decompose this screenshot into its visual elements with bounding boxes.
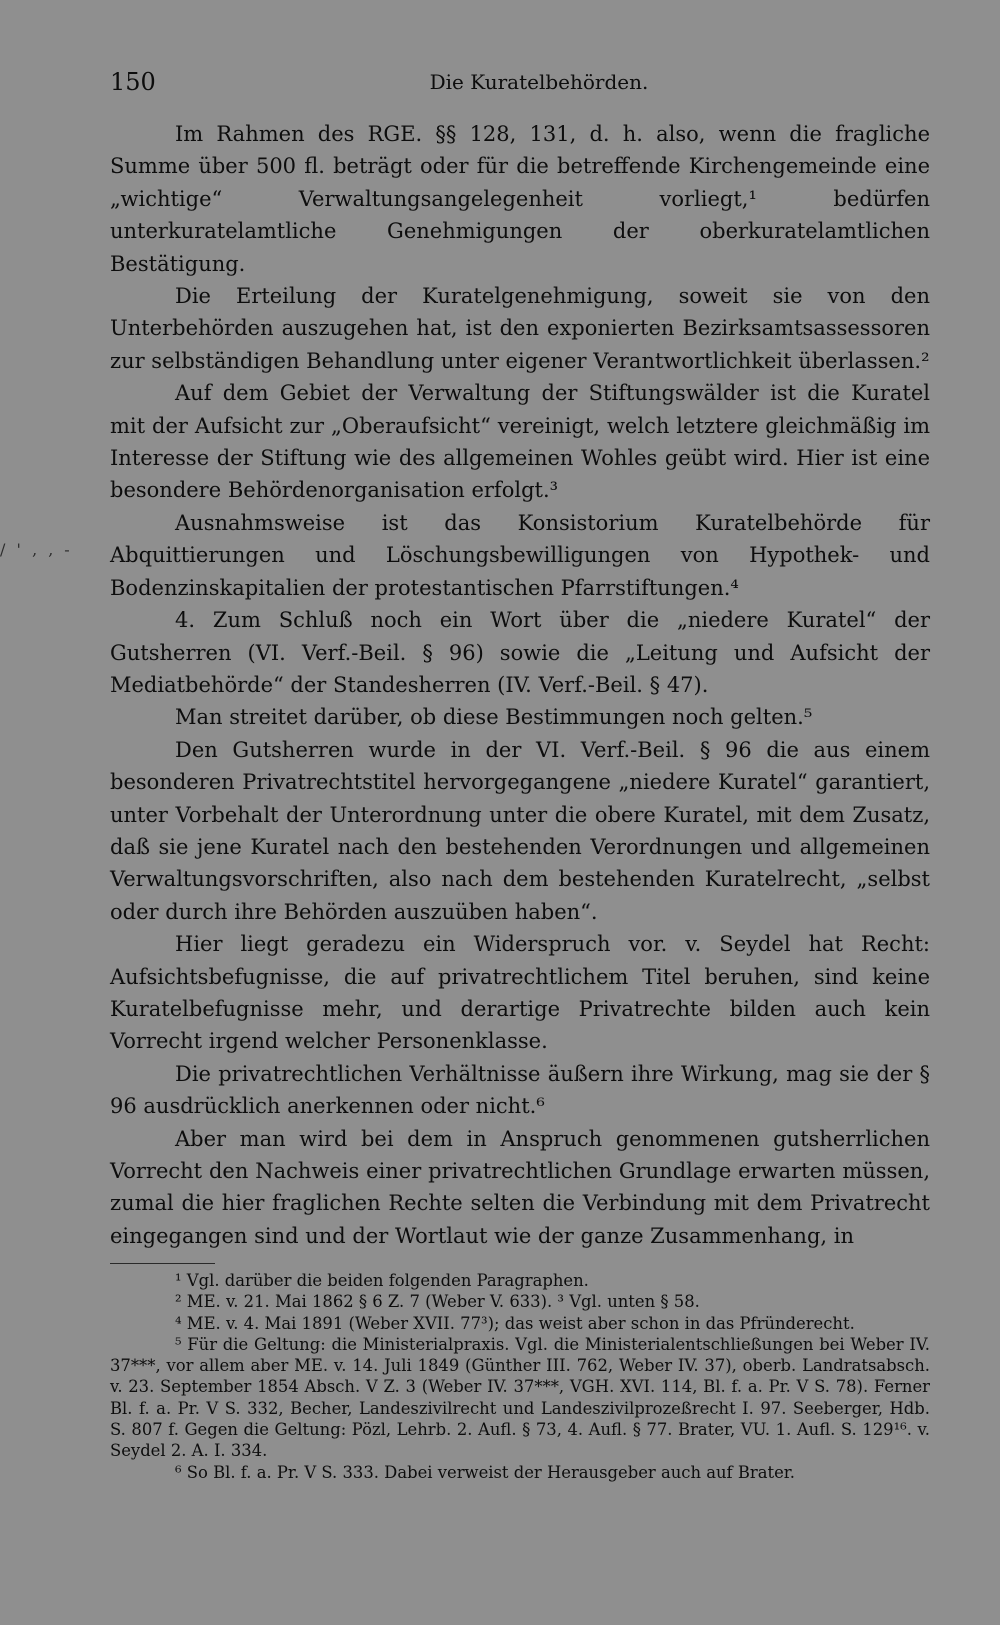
- paragraph: Hier liegt geradezu ein Widerspruch vor. v. Seydel hat Recht: Aufsichtsbefugnisse, die auf privatrechtlichem Titel beruhen, sind keine Kuratelbefugnisse mehr, und derartige Privatrechte bilden auch kein Vorrecht irgend welcher Personenklasse.: [110, 932, 930, 1054]
- body-text: [110, 118, 930, 1252]
- footnote: ¹ Vgl. darüber die beiden folgenden Paragraphen.: [175, 1271, 589, 1290]
- footnote: ⁶ So Bl. f. a. Pr. V S. 333. Dabei verweist der Herausgeber auch auf Brater.: [175, 1462, 796, 1482]
- paragraph: Aber man wird bei dem in Anspruch genommenen gutsherrlichen Vorrecht den Nachweis einer privatrechtlichen Grundlage erwarten müssen, zumal die hier fraglichen Rechte selten die Verbindung mit dem Privatrecht eingegangen sind und der Wortlaut wie der ganze Zusammenhang, in: [110, 1126, 930, 1248]
- running-head: Die Kuratelbehörden.: [429, 70, 649, 94]
- paragraph: Man streitet darüber, ob diese Bestimmungen noch gelten.⁵: [175, 705, 813, 730]
- margin-mark: / ' ‚ ‚ -: [0, 540, 73, 559]
- footnote: ⁴ ME. v. 4. Mai 1891 (Weber XVII. 77³); das weist aber schon in das Pfründerecht.: [175, 1313, 855, 1333]
- footnote: ⁵ Für die Geltung: die Ministerialpraxis. Vgl. die Ministerialentschließungen bei Weber IV. 37***, vor allem aber ME. v. 14. Juli 1849 (Günther III. 762, Weber IV. 37), oberb. Landratsabsch. v. 23. September 1854 Absch. V Z. 3 (Weber IV. 37***, VGH. XVI. 114, Bl. f. a. Pr. V S. 78). Ferner Bl. f. a. Pr. V S. 332, Becher, Landeszivilrecht und Landeszivilprozeßrecht I. 97. Seeberger, Hdb. S. 807 f. Gegen die Geltung: Pözl, Lehrb. 2. Aufl. § 73, 4. Aufl. § 77. Brater, VU. 1. Aufl. S. 129¹⁶. v. Seydel 2. A. I. 334.: [110, 1334, 930, 1461]
- paragraph: Auf dem Gebiet der Verwaltung der Stiftungswälder ist die Kuratel mit der Aufsicht zur „Oberaufsicht“ vereinigt, welch letztere gleichmäßig im Interesse der Stiftung wie des allgemeinen Wohles geübt wird. Hier ist eine besondere Behördenorganisation erfolgt.³: [110, 381, 930, 503]
- paragraph: Ausnahmsweise ist das Konsistorium Kuratelbehörde für Abquittierungen und Löschungsbewilligungen von Hypothek- und Bodenzinskapitalien der protestantischen Pfarrstiftungen.⁴: [110, 510, 930, 600]
- page-number: 150: [110, 68, 156, 96]
- footnote-rule: [110, 1263, 215, 1264]
- paragraph: Die privatrechtlichen Verhältnisse äußern ihre Wirkung, mag sie der § 96 ausdrücklich anerkennen oder nicht.⁶: [110, 1061, 930, 1119]
- paragraph: Die Erteilung der Kuratelgenehmigung, soweit sie von den Unterbehörden auszugehen hat, ist den exponierten Bezirksamtsassessoren zur selbständigen Behandlung unter eigener Verantwortlichkeit überlassen.²: [110, 284, 930, 373]
- footnote: ² ME. v. 21. Mai 1862 § 6 Z. 7 (Weber V. 633). ³ Vgl. unten § 58.: [175, 1292, 700, 1312]
- paragraph: Im Rahmen des RGE. §§ 128, 131, d. h. also, wenn die fragliche Summe über 500 fl. beträgt oder für die betreffende Kirchengemeinde eine „wichtige“ Verwaltungsangelegenheit vorliegt,¹ bedürfen unterkuratelamtliche Genehmigungen der oberkuratelamtlichen Bestätigung.: [110, 122, 930, 276]
- page-header: [110, 68, 928, 104]
- footnotes: [110, 1270, 930, 1483]
- paragraph: 4. Zum Schluß noch ein Wort über die „niedere Kuratel“ der Gutsherren (VI. Verf.-Beil. § 96) sowie die „Leitung und Aufsicht der Mediatbehörde“ der Standesherren (IV. Verf.-Beil. § 47).: [110, 608, 930, 697]
- paragraph: Den Gutsherren wurde in der VI. Verf.-Beil. § 96 die aus einem besonderen Privatrechtstitel hervorgegangene „niedere Kuratel“ garantiert, unter Vorbehalt der Unterordnung unter die obere Kuratel, mit dem Zusatz, daß sie jene Kuratel nach den bestehenden Verordnungen und allgemeinen Verwaltungsvorschriften, also nach dem bestehenden Kuratelrecht, „selbst oder durch ihre Behörden auszuüben haben“.: [110, 737, 930, 924]
